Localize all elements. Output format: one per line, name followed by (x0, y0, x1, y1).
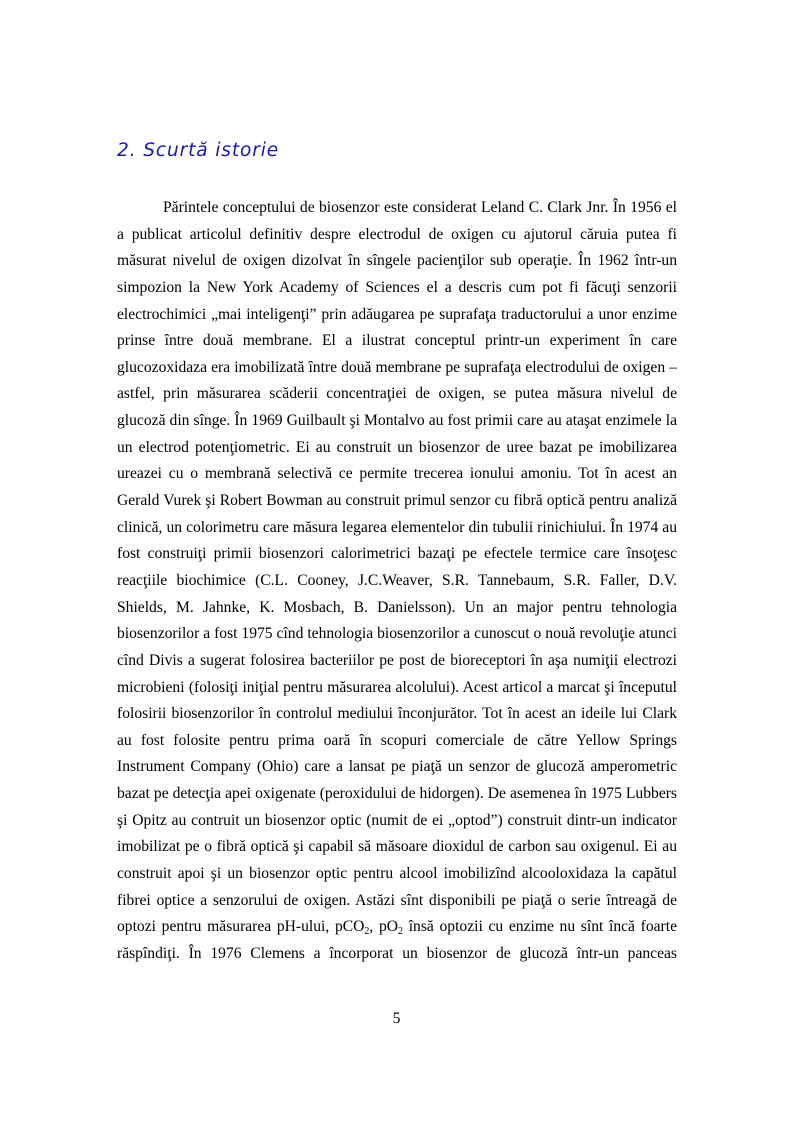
paragraph-line: a publicat articolul definitiv despre electrodul de oxigen cu ajutorul căruia putea fi (117, 225, 677, 243)
paragraph-line: simpozion la New York Academy of Sciences el a descris cum pot fi făcuţi senzorii (117, 278, 677, 296)
paragraph-line: bazat pe detecţia apei oxigenate (peroxidului de hidorgen). De asemenea în 1975 Lubbers (117, 785, 677, 803)
page-number: 5 (392, 1010, 401, 1027)
paragraph-line: construit apoi şi un biosenzor optic pentru alcool imobilizînd alcooloxidaza la capătul (117, 865, 677, 883)
paragraph-line: glucozoxidaza era imobilizată între două membrane pe suprafaţa electrodului de oxigen – (117, 358, 677, 376)
paragraph-line: măsurat nivelul de oxigen dizolvat în sîngele pacienţilor sub operaţie. În 1962 într-un (117, 252, 677, 270)
paragraph-line: fost construiţi primii biosenzori calorimetrici bazaţi pe efectele termice care însoţesc (117, 545, 677, 563)
paragraph-line: fibrei optice a senzorului de oxigen. Astăzi sînt disponibili pe piaţă o serie întreagă de (117, 891, 677, 909)
paragraph-line: electrochimici „mai inteligenţi” prin adăugarea pe suprafaţa traductorului a unor enzime (117, 305, 677, 323)
paragraph-line: reacţiile biochimice (C.L. Cooney, J.C.Weaver, S.R. Tannebaum, S.R. Faller, D.V. (117, 571, 677, 589)
paragraph-line: răspîndiţi. În 1976 Clemens a încorporat un biosenzor de glucoză într-un panceas (117, 944, 677, 962)
paragraph-line: şi Opitz au contruit un biosenzor optic (numit de ei „optod”) construit dintr-un indicator (117, 811, 677, 829)
paragraph-line: cînd Divis a sugerat folosirea bacteriilor pe post de bioreceptori în aşa numiţii electrozi (117, 651, 677, 669)
paragraph-line: microbieni (folosiţi iniţial pentru măsurarea alcolului). Acest articol a marcat şi începutul (117, 678, 677, 696)
paragraph-line: Instrument Company (Ohio) care a lansat pe piaţă un senzor de glucoză amperometric (117, 758, 677, 776)
paragraph-line: Shields, M. Jahnke, K. Mosbach, B. Danielsson). Un an major pentru tehnologia (117, 598, 677, 616)
section-heading: 2. Scurtă istorie (117, 140, 280, 161)
text-run: însă optozii cu enzime nu sînt încă foarte (403, 918, 677, 936)
subscript: 2 (398, 926, 404, 938)
paragraph-line: Gerald Vurek şi Robert Bowman au construit primul senzor cu fibră optică pentru analiză (117, 492, 677, 510)
paragraph-line: un electrod potenţiometric. Ei au construit un biosenzor de uree bazat pe imobilizarea (117, 438, 677, 456)
paragraph-line: astfel, prin măsurarea scăderii concentraţiei de oxigen, se putea măsura nivelul de (117, 385, 677, 403)
text-run: optozi pentru măsurarea pH-ului, pCO (117, 918, 365, 936)
subscript: 2 (364, 926, 370, 938)
paragraph-line: ureazei cu o membrană selectivă ce permite trecerea ionului amoniu. Tot în acest an (117, 465, 677, 483)
paragraph-line: au fost folosite pentru prima oară în scopuri comerciale de către Yellow Springs (117, 731, 677, 749)
body-paragraph (117, 195, 677, 968)
paragraph-line: glucoză din sînge. În 1969 Guilbault şi Montalvo au fost primii care au ataşat enzimele la (117, 412, 677, 430)
paragraph-line: Părintele conceptului de biosenzor este considerat Leland C. Clark Jnr. În 1956 el (163, 199, 677, 216)
paragraph-line: imobilizat pe o fibră optică şi capabil să măsoare dioxidul de carbon sau oxigenul. Ei au (117, 838, 677, 856)
paragraph-line: prinse între două membrane. El a ilustrat conceptul printr-un experiment în care (117, 332, 677, 350)
text-run: , pO (369, 918, 399, 936)
paragraph-line: biosenzorilor a fost 1975 cînd tehnologia biosenzorilor a cunoscut o nouă revoluţie atunci (117, 625, 677, 643)
paragraph-line (117, 914, 677, 941)
paragraph-line: clinică, un colorimetru care măsura legarea elementelor din tubulii rinichiului. În 1974 au (117, 518, 677, 536)
paragraph-line: folosirii biosenzorilor în controlul mediului înconjurător. Tot în acest an ideile lui Clark (117, 705, 677, 723)
